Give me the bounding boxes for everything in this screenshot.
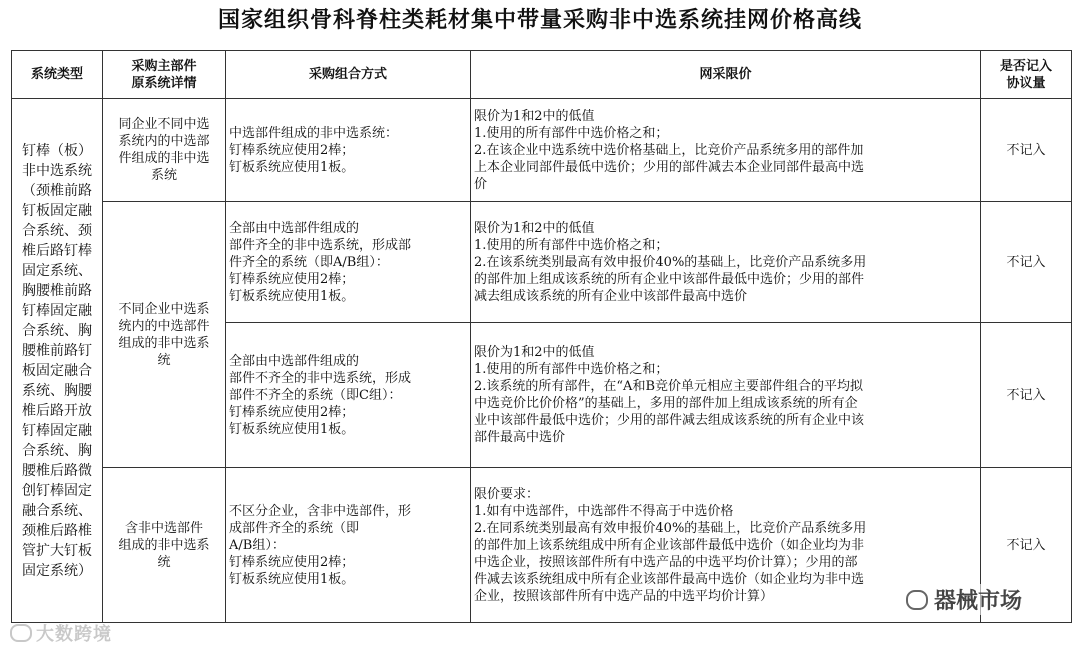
cell-line: 不同企业中选系 <box>118 301 210 317</box>
main-part-cell <box>103 468 226 623</box>
header-main-part-line: 原系统详情 <box>131 75 197 91</box>
cell-line: 不区分企业，含非中选部件，形 <box>229 503 412 519</box>
cell-line: 件减去该系统组成中所有企业该部件最高中选价（如企业均为非中选 <box>474 571 865 587</box>
cell-line: 的部件加上组成该系统的所有企业中该部件最低中选价；少用的部件 <box>474 271 865 287</box>
system-type-cell <box>12 99 103 623</box>
header-price-limit: 网采限价 <box>471 51 981 99</box>
system-type-line: 固定系统、 <box>22 262 92 279</box>
system-type-line: 管扩大钉板 <box>22 542 92 559</box>
combination-cell <box>226 202 471 323</box>
cell-line: 上本企业同部件最低中选价；少用的部件减去本企业同部件最高中选 <box>474 159 865 175</box>
cell-line: 统 <box>157 352 171 368</box>
cell-line: 2.在该企业中选系统中选价格基础上，比竞价产品系统多用的部件加 <box>474 142 864 158</box>
cell-line: 含非中选部件 <box>124 520 203 536</box>
record-cell: 不记入 <box>981 468 1072 623</box>
cell-line: 1.使用的所有部件中选价格之和； <box>474 125 669 141</box>
system-type-line: 融合系统、 <box>22 502 92 519</box>
main-part-cell <box>103 99 226 202</box>
cell-line: 限价要求： <box>474 486 540 502</box>
system-type-line: （颈椎前路 <box>22 182 92 199</box>
combination-cell <box>226 323 471 468</box>
price-limit-cell <box>471 202 981 323</box>
header-record-line: 是否记入 <box>999 58 1052 74</box>
system-type-line: 钉板固定融 <box>22 202 92 219</box>
cell-line: 钉板系统应使用1板。 <box>229 571 355 587</box>
system-type-line: 系统、胸腰 <box>22 382 92 399</box>
cell-line: 2.在同系统类别最高有效申报价40%的基础上，比竞价产品系统多用 <box>474 520 867 536</box>
cell-line: 2.该系统的所有部件，在“A和B竞价单元相应主要部件组合的平均拟 <box>474 379 863 394</box>
cell-line: 钉板系统应使用1板。 <box>229 421 355 437</box>
system-type-line: 钉棒（板） <box>22 142 92 159</box>
price-table <box>11 50 1072 623</box>
cell-line: 中选部件组成的非中选系统： <box>229 125 399 141</box>
cell-line: 2.在该系统类别最高有效申报价40%的基础上，比竞价产品系统多用 <box>474 254 867 270</box>
cell-line: 减去组成该系统的所有企业中该部件最高中选价 <box>474 288 748 304</box>
table-row <box>12 99 1072 202</box>
header-row <box>12 51 1072 99</box>
cell-line: 件齐全的系统（即A/B组）： <box>229 254 389 270</box>
system-type-line: 腰椎后路微 <box>22 462 92 479</box>
cell-line: 业中该部件最低中选价；少用的部件减去组成该系统的所有企业中该 <box>474 413 865 428</box>
page-title: 国家组织骨科脊柱类耗材集中带量采购非中选系统挂网价格高线 <box>217 8 862 33</box>
price-limit-cell <box>471 323 981 468</box>
cell-line: 1.使用的所有部件中选价格之和； <box>474 362 669 377</box>
cell-line: 部件不齐全的非中选系统，形成 <box>229 370 412 386</box>
cell-line: 部件最高中选价 <box>474 430 566 445</box>
watermark-right-text: 器械市场 <box>934 589 1023 614</box>
header-system-type: 系统类型 <box>12 51 103 99</box>
system-type-line: 钉棒固定融 <box>22 422 92 439</box>
cell-line: 价 <box>474 176 488 192</box>
system-type-line: 合系统、胸 <box>22 322 92 339</box>
cell-line: 部件齐全的非中选系统，形成部 <box>229 237 412 253</box>
cell-line: 钉棒系统应使用2棒； <box>229 404 355 420</box>
table-row <box>12 202 1072 323</box>
cell-line: 统 <box>157 554 171 570</box>
wechat-logo-icon <box>906 590 928 610</box>
record-cell: 不记入 <box>981 202 1072 323</box>
system-type-line: 非中选系统 <box>22 162 92 179</box>
watermark-left-text: 大数跨境 <box>36 624 112 645</box>
system-type-line: 固定系统） <box>22 562 92 579</box>
cell-line: 中选企业，按照该部件所有中选产品的中选平均价计算）；少用的部 <box>474 554 858 570</box>
cell-line: 企业，按照该部件所有中选产品的中选平均价计算） <box>474 588 774 604</box>
system-type-line: 合系统、颈 <box>22 222 92 239</box>
cell-line: 系统内的中选部 <box>118 134 210 149</box>
cell-line: 限价为1和2中的低值 <box>474 345 595 360</box>
cell-line: 全部由中选部件组成的 <box>229 353 360 369</box>
cell-line: 钉板系统应使用1板。 <box>229 288 355 304</box>
cell-line: 件组成的非中选 <box>118 151 210 166</box>
cell-line: 1.如有中选部件，中选部件不得高于中选价格 <box>474 503 734 519</box>
weibo-logo-icon <box>10 624 32 642</box>
cell-line: 中选竞价比价价格”的基础上，多用的部件加上组成该系统的所有企 <box>474 396 858 411</box>
watermark-right <box>902 584 1026 615</box>
system-type-line: 钉棒固定融 <box>22 302 92 319</box>
system-type-line: 颈椎后路椎 <box>22 522 92 539</box>
cell-line: 同企业不同中选 <box>118 117 210 132</box>
cell-line: 钉棒系统应使用2棒； <box>229 271 355 287</box>
header-main-part <box>103 51 226 99</box>
cell-line: 部件不齐全的系统（即C组）： <box>229 387 402 403</box>
cell-line: 限价为1和2中的低值 <box>474 220 595 236</box>
system-type-line: 椎后路开放 <box>22 402 92 419</box>
cell-line: 钉棒系统应使用2棒； <box>229 554 355 570</box>
system-type-line: 创钉棒固定 <box>22 482 92 499</box>
system-type-line: 椎后路钉棒 <box>22 242 92 259</box>
system-type-line: 合系统、胸 <box>22 442 92 459</box>
cell-line: 系统 <box>150 168 177 183</box>
cell-line: 组成的非中选系 <box>118 537 210 553</box>
header-record <box>981 51 1072 99</box>
main-part-cell <box>103 202 226 468</box>
cell-line: 钉板系统应使用1板。 <box>229 159 355 175</box>
cell-line: 成部件齐全的系统（即 <box>229 520 360 536</box>
header-main-part-line: 采购主部件 <box>131 58 197 74</box>
watermark-left <box>10 620 112 646</box>
cell-line: 的部件加上该系统组成中所有企业该部件最低中选价（如企业均为非 <box>474 537 865 553</box>
combination-cell <box>226 99 471 202</box>
header-combination: 采购组合方式 <box>226 51 471 99</box>
cell-line: 统内的中选部件 <box>118 318 210 334</box>
cell-line: 限价为1和2中的低值 <box>474 108 595 124</box>
system-type-line: 板固定融合 <box>22 362 92 379</box>
cell-line: A/B组）： <box>229 537 285 553</box>
cell-line: 全部由中选部件组成的 <box>229 220 360 236</box>
cell-line: 钉棒系统应使用2棒； <box>229 142 355 158</box>
record-cell: 不记入 <box>981 323 1072 468</box>
system-type-line: 胸腰椎前路 <box>22 282 92 299</box>
price-limit-cell <box>471 99 981 202</box>
system-type-line: 腰椎前路钉 <box>22 342 92 359</box>
cell-line: 1.使用的所有部件中选价格之和； <box>474 237 669 253</box>
combination-cell <box>226 468 471 623</box>
cell-line: 组成的非中选系 <box>118 335 210 351</box>
record-cell: 不记入 <box>981 99 1072 202</box>
header-record-line: 协议量 <box>1006 75 1046 91</box>
